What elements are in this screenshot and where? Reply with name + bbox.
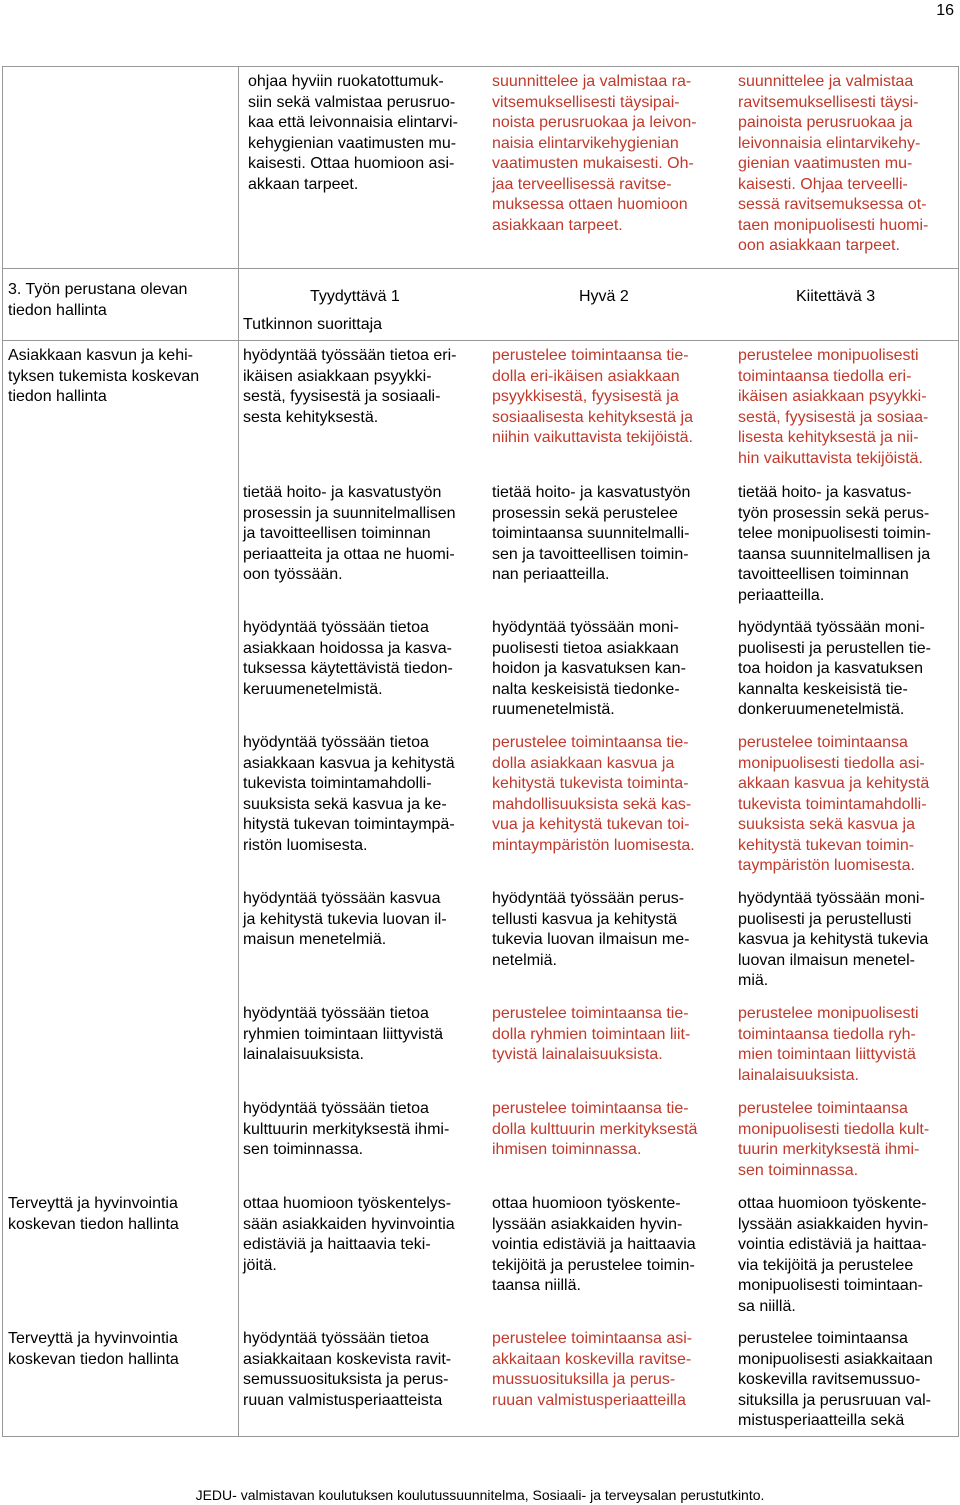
criterion-h2: perustelee toimintaansa tie- dolla ryhmien toimintaan liit- tyvistä lainalaisuuksista. — [492, 1005, 691, 1063]
level-header-1: Tyydyttävä 1 — [310, 288, 400, 305]
page-number: 16 — [936, 2, 954, 19]
level-header-2: Hyvä 2 — [579, 288, 629, 305]
criterion-h2: perustelee toimintaansa tie- dolla eri-ikäisen asiakkaan psyykkisestä, fyysisestä ja sosiaalisesta kehityksestä ja niihin vaikuttavista tekijöistä. — [492, 347, 693, 446]
criterion-t1: hyödyntää työssään tietoa eri- ikäisen asiakkaan psyykki- sestä, fyysisestä ja sosiaali- sesta kehityksestä. — [243, 347, 457, 426]
criterion-k3: hyödyntää työssään moni- puolisesti ja perustellen tie- toa hoidon ja kasvatuksen kannalta keskeisistä tie- donkeruumenetelmistä. — [738, 619, 931, 718]
criterion-h2: perustelee toimintaansa asi- akkaitaan koskevilla ravitse- mussuosituksilla ja perus- ruuan valmistusperiaatteilla — [492, 1330, 693, 1409]
top-cell-level-2: suunnittelee ja valmistaa ra- vitsemuksellisesti täysipai- noista perusruokaa ja leivon- naisia elintarvikehygienian vaatimusten mukaisesti. Oh- jaa terveellisessä ravitse- muksessa ottaen huomioon asiakkaan tarpeet. — [492, 73, 697, 234]
criterion-h2: perustelee toimintaansa tie- dolla asiakkaan kasvua ja kehitystä tukevista toiminta- mahdollisuuksista sekä kas- vua ja kehitystä tukevan toi- mintaympäristön luomisesta. — [492, 734, 695, 854]
criterion-t1: hyödyntää työssään kasvua ja kehitystä tukevia luovan il- maisun menetelmiä. — [243, 890, 447, 948]
criterion-k3: tietää hoito- ja kasvatus- työn prosessin sekä perus- telee monipuolisesti toimin- taansa suunnitelmallisen ja tavoitteellisen toiminnan periaatteilla. — [738, 484, 931, 604]
criterion-t1: tietää hoito- ja kasvatustyön prosessin ja suunnitelmallisen ja tavoitteellisen toiminnan periaatteita ja ottaa ne huomi- oon työssään. — [243, 484, 456, 583]
criterion-h2: perustelee toimintaansa tie- dolla kulttuurin merkityksestä ihmisen toiminnassa. — [492, 1100, 698, 1158]
criterion-k3: ottaa huomioon työskente- lyssään asiakkaiden hyvin- vointia edistäviä ja haittaa- via tekijöitä ja perustelee monipuolisesti toimintaan- sa niillä. — [738, 1195, 929, 1315]
criterion-k3: hyödyntää työssään moni- puolisesti ja perustellusti kasvua ja kehitystä tukevia luovan ilmaisun menetel- miä. — [738, 890, 929, 989]
criterion-k3: perustelee monipuolisesti toimintaansa tiedolla ryh- mien toimintaan liittyvistä lainalaisuuksista. — [738, 1005, 919, 1084]
criterion-h2: ottaa huomioon työskente- lyssään asiakkaiden hyvin- vointia edistäviä ja haittaavia tekijöitä ja perustelee toimin- taansa niillä. — [492, 1195, 696, 1294]
row-label-terveys-1: Terveyttä ja hyvinvointia koskevan tiedon hallinta — [8, 1195, 179, 1233]
criterion-k3: perustelee toimintaansa monipuolisesti asiakkaitaan koskevilla ravitsemussuo- situksilla ja perusruuan val- mistusperiaatteilla sekä — [738, 1330, 933, 1429]
criterion-k3: perustelee toimintaansa monipuolisesti tiedolla kult- tuurin merkityksestä ihmi- sen toiminnassa. — [738, 1100, 930, 1179]
criterion-t1: hyödyntää työssään tietoa ryhmien toimintaan liittyvistä lainalaisuuksista. — [243, 1005, 444, 1063]
criterion-k3: perustelee toimintaansa monipuolisesti tiedolla asi- akkaan kasvua ja kehitystä tukevista toimintamahdolli- suuksista sekä kasvua ja kehitystä tukevan toimin- taympäristön luomisesta. — [738, 734, 930, 874]
page-footer: JEDU- valmistavan koulutuksen koulutussuunnitelma, Sosiaali- ja terveysalan perustutkinto. — [195, 1487, 765, 1503]
criterion-h2: tietää hoito- ja kasvatustyön prosessin sekä perustelee toimintaansa suunnitelmalli- sen ja tavoitteellisen toimin- nan periaatteilla. — [492, 484, 691, 583]
top-cell-level-1: ohjaa hyviin ruokatottumuk- siin sekä valmistaa perusruo- kaa että leivonnaisia elintarvi- kehygienian vaatimusten mu- kaisesti. Ottaa huomioon asi- akkaan tarpeet. — [248, 73, 458, 193]
level-header-3: Kiitettävä 3 — [796, 288, 876, 305]
criterion-h2: hyödyntää työssään moni- puolisesti tietoa asiakkaan hoidon ja kasvatuksen kan- nalta keskeisistä tiedonke- ruumenetelmistä. — [492, 619, 686, 718]
row-label-terveys-2: Terveyttä ja hyvinvointia koskevan tiedon hallinta — [8, 1330, 179, 1368]
criterion-t1: hyödyntää työssään tietoa asiakkaitaan koskevista ravit- semussuosituksista ja perus- ruuan valmistusperiaatteista — [243, 1330, 452, 1409]
row-label-kasvu: Asiakkaan kasvun ja kehi- tyksen tukemista koskevan tiedon hallinta — [8, 347, 200, 405]
criterion-h2: hyödyntää työssään perus- tellusti kasvua ja kehitystä tukevia luovan ilmaisun me- netelmiä. — [492, 890, 690, 969]
criterion-t1: hyödyntää työssään tietoa kulttuurin merkityksestä ihmi- sen toiminnassa. — [243, 1100, 450, 1158]
criterion-t1: ottaa huomioon työskentelys- sään asiakkaiden hyvinvointia edistäviä ja haittaavia teki- jöitä. — [243, 1195, 455, 1274]
subheader-tutkinnon-suorittaja: Tutkinnon suorittaja — [243, 316, 383, 333]
section-title: 3. Työn perustana olevan tiedon hallinta — [8, 281, 188, 319]
criterion-t1: hyödyntää työssään tietoa asiakkaan hoidossa ja kasva- tuksessa käytettävistä tiedon- keruumenetelmistä. — [243, 619, 453, 698]
top-cell-level-3: suunnittelee ja valmistaa ravitsemuksellisesti täysi- painoista perusruokaa ja leivonnaisia elintarvikehy- gienian vaatimusten mu- kaisesti. Ohjaa terveelli- sessä ravitsemuksessa ot- taen monipuolisesti huomi- oon asiakkaan tarpeet. — [738, 73, 929, 254]
criterion-k3: perustelee monipuolisesti toimintaansa tiedolla eri- ikäisen asiakkaan psyykki- sestä, fyysisestä ja sosiaa- lisesta kehityksestä ja nii- hin vaikuttavista tekijöistä. — [738, 347, 929, 467]
criterion-t1: hyödyntää työssään tietoa asiakkaan kasvua ja kehitystä tukevista toimintamahdolli- suuksista sekä kasvua ja ke- hitystä tukevan toimintaympä- ristön luomisesta. — [243, 734, 455, 854]
